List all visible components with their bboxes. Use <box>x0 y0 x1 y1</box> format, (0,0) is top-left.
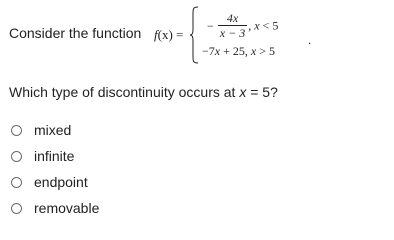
piece-two-var: x <box>214 44 221 58</box>
piece-two <box>202 44 275 59</box>
option-infinite[interactable] <box>11 143 99 169</box>
option-removable[interactable] <box>11 195 99 221</box>
question-stem <box>9 6 379 64</box>
function-arg: (x) = <box>157 27 184 42</box>
piece-one <box>207 12 278 40</box>
stem-text: Consider the function <box>9 25 142 41</box>
answer-options <box>11 117 99 221</box>
radio-button[interactable] <box>11 177 22 188</box>
option-label: removable <box>34 200 100 216</box>
piece-one-sign: − <box>207 18 214 33</box>
function-label <box>154 27 183 43</box>
piece-one-sep: , <box>248 18 252 33</box>
radio-button[interactable] <box>11 125 22 136</box>
question-prompt <box>9 84 278 100</box>
prompt-prefix: Which type of discontinuity occurs at <box>9 84 240 100</box>
prompt-suffix: = 5? <box>246 84 278 100</box>
piece-two-cond-rest: > 5 <box>256 44 275 58</box>
option-label: infinite <box>34 148 75 164</box>
piece-two-cond-var: x <box>250 44 257 58</box>
function-name: f <box>154 27 158 42</box>
piece-two-expr-rest: + 25, <box>220 44 251 58</box>
piece-one-condition <box>248 19 278 33</box>
fraction-numerator: 4x <box>226 11 239 25</box>
piece-one-cond-rest: < 5 <box>259 18 279 33</box>
option-endpoint[interactable] <box>11 169 99 195</box>
radio-button[interactable] <box>11 203 22 214</box>
trailing-period: . <box>308 33 312 47</box>
prompt-var: x <box>239 84 247 100</box>
radio-button[interactable] <box>11 151 22 162</box>
option-label: mixed <box>34 122 72 138</box>
option-mixed[interactable] <box>11 117 99 143</box>
fraction-denominator: x − 3 <box>219 26 246 40</box>
piecewise-brace <box>189 6 199 64</box>
fraction <box>218 12 247 40</box>
option-label: endpoint <box>34 174 88 190</box>
piece-one-cond-var: x <box>254 18 260 33</box>
piece-two-coef: −7 <box>202 44 215 58</box>
